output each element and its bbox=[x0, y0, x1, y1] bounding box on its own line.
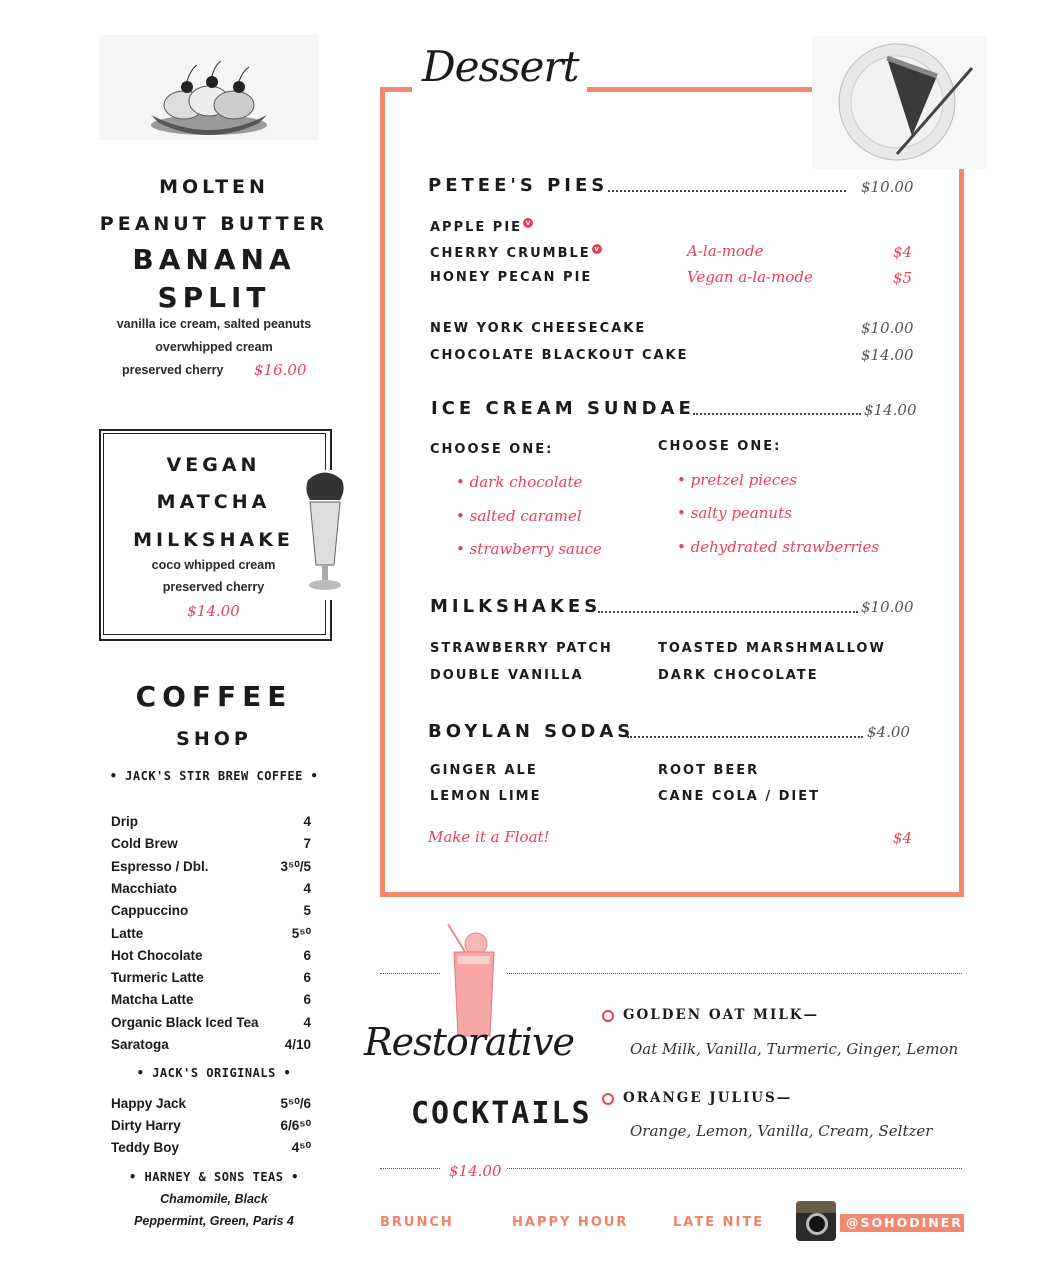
coffee-item-price: 4/10 bbox=[284, 1037, 311, 1052]
original-item-price: 5⁵⁰/6 bbox=[280, 1096, 311, 1111]
coffee-item-name: Hot Chocolate bbox=[111, 947, 203, 963]
matcha-line3: MILKSHAKE bbox=[133, 529, 294, 551]
cocktail-orange-julius-desc: Orange, Lemon, Vanilla, Cream, Seltzer bbox=[630, 1122, 933, 1140]
pies-price: $10.00 bbox=[861, 178, 914, 196]
sundae-left-opt-1: • dark chocolate bbox=[456, 473, 583, 491]
float-label: Make it a Float! bbox=[428, 828, 550, 846]
cocktails-bottom-divider-right bbox=[507, 1168, 962, 1169]
cake-blackout: CHOCOLATE BLACKOUT CAKE bbox=[430, 348, 689, 363]
coffee-item-name: Organic Black Iced Tea bbox=[111, 1014, 259, 1030]
banana-split-line3: BANANA bbox=[132, 243, 296, 276]
sundae-choose-right: CHOOSE ONE: bbox=[658, 439, 782, 454]
coffee-item-name: Latte bbox=[111, 925, 144, 941]
sodas-price: $4.00 bbox=[867, 723, 910, 741]
cocktail-bullet-icon bbox=[602, 1093, 614, 1105]
sundae-right-opt-1: • pretzel pieces bbox=[677, 471, 797, 489]
coffee-item-name: Matcha Latte bbox=[111, 992, 194, 1008]
addon-alamode: A-la-mode bbox=[687, 242, 764, 260]
cocktails-top-divider-right bbox=[507, 973, 962, 974]
milkshake-vanilla: DOUBLE VANILLA bbox=[430, 668, 584, 683]
coffee-subtitle: SHOP bbox=[176, 728, 252, 750]
milkshakes-heading: MILKSHAKES bbox=[430, 596, 602, 617]
pies-leader bbox=[608, 190, 846, 192]
banana-split-image bbox=[99, 35, 319, 140]
original-item-name: Teddy Boy bbox=[111, 1140, 180, 1155]
sodas-leader bbox=[627, 736, 863, 738]
pies-heading: PETEE'S PIES bbox=[428, 175, 609, 196]
addon-vegan-alamode-price: $5 bbox=[893, 269, 913, 287]
cocktails-price: $14.00 bbox=[449, 1162, 502, 1180]
coffee-item-price: 3⁵⁰/5 bbox=[280, 858, 311, 874]
matcha-line1: VEGAN bbox=[166, 454, 261, 476]
sundae-price: $14.00 bbox=[864, 401, 917, 419]
coffee-item-name: Macchiato bbox=[111, 880, 178, 896]
original-item-name: Dirty Harry bbox=[111, 1118, 181, 1133]
sundae-right-opt-2: • salty peanuts bbox=[677, 504, 792, 522]
cocktails-script-title: Restorative bbox=[364, 1020, 574, 1064]
sundae-leader bbox=[693, 413, 861, 415]
milkshakes-price: $10.00 bbox=[861, 598, 914, 616]
addon-vegan-alamode: Vegan a-la-mode bbox=[687, 268, 813, 286]
coffee-item-name: Saratoga bbox=[111, 1037, 169, 1052]
sundae-choose-left: CHOOSE ONE: bbox=[430, 442, 554, 457]
sodas-heading: BOYLAN SODAS bbox=[428, 721, 635, 742]
footer-link-happy-hour[interactable]: HAPPY HOUR bbox=[512, 1215, 629, 1230]
original-item-name: Happy Jack bbox=[111, 1096, 187, 1111]
addon-alamode-price: $4 bbox=[893, 243, 913, 261]
instagram-icon[interactable] bbox=[796, 1201, 836, 1241]
soda-ginger-ale: GINGER ALE bbox=[430, 763, 538, 778]
coffee-item-price: 6 bbox=[303, 947, 311, 963]
banana-split-price: $16.00 bbox=[254, 361, 307, 379]
banana-split-line4: SPLIT bbox=[157, 281, 271, 314]
original-item-price: 6/6⁵⁰ bbox=[280, 1118, 311, 1133]
pie-plate-image bbox=[812, 36, 987, 169]
cake-cheesecake-price: $10.00 bbox=[861, 319, 914, 337]
pie-item-cherry: CHERRY CRUMBLE v bbox=[430, 244, 602, 261]
coffee-item-price: 4 bbox=[303, 1014, 311, 1030]
float-price: $4 bbox=[893, 829, 913, 847]
coffee-item-price: 5 bbox=[303, 903, 311, 919]
vegan-heart-icon: v bbox=[592, 244, 602, 254]
coffee-item-name: Drip bbox=[111, 814, 138, 829]
original-item-price: 4⁵⁰ bbox=[291, 1140, 311, 1155]
soda-lemon-lime: LEMON LIME bbox=[430, 789, 542, 804]
cake-blackout-price: $14.00 bbox=[861, 346, 914, 364]
vegan-heart-icon: v bbox=[523, 218, 533, 228]
coffee-item-price: 7 bbox=[303, 836, 311, 852]
coffee-brand-heading: • JACK'S STIR BREW COFFEE • bbox=[109, 769, 319, 783]
pie-item-apple: APPLE PIE v bbox=[430, 218, 533, 235]
milkshake-dark-chocolate: DARK CHOCOLATE bbox=[658, 668, 819, 683]
cocktail-golden-oat-milk: GOLDEN OAT MILK— bbox=[623, 1007, 820, 1023]
sundae-right-opt-3: • dehydrated strawberries bbox=[677, 538, 880, 556]
banana-split-line1: MOLTEN bbox=[159, 176, 269, 198]
cocktails-bottom-divider-left bbox=[380, 1168, 440, 1169]
originals-heading: • JACK'S ORIGINALS • bbox=[136, 1066, 292, 1080]
coffee-item-name: Cappuccino bbox=[111, 903, 189, 919]
pie-item-pecan: HONEY PECAN PIE bbox=[430, 270, 593, 285]
banana-split-line2: PEANUT BUTTER bbox=[99, 213, 329, 235]
banana-split-desc3: preserved cherry bbox=[122, 363, 224, 377]
coffee-item-price: 4 bbox=[303, 880, 311, 896]
cocktail-golden-oat-milk-desc: Oat Milk, Vanilla, Turmeric, Ginger, Lemon bbox=[630, 1040, 959, 1058]
soda-cane-cola: CANE COLA / DIET bbox=[658, 789, 820, 804]
cocktail-orange-julius: ORANGE JULIUS— bbox=[623, 1090, 793, 1106]
banana-split-desc1: vanilla ice cream, salted peanuts bbox=[116, 317, 312, 331]
matcha-price: $14.00 bbox=[187, 602, 240, 620]
footer-link-late-nite[interactable]: LATE NITE bbox=[673, 1215, 765, 1230]
coffee-item-price: 4 bbox=[303, 814, 311, 829]
banana-split-desc2: overwhipped cream bbox=[155, 340, 273, 354]
dessert-title: Dessert bbox=[422, 42, 579, 91]
coffee-title: COFFEE bbox=[135, 680, 293, 713]
instagram-handle[interactable]: @SOHODINER bbox=[840, 1214, 964, 1232]
milkshakes-leader bbox=[598, 611, 858, 613]
cocktails-title: COCKTAILS bbox=[411, 1096, 592, 1131]
coffee-item-price: 5⁵⁰ bbox=[291, 925, 311, 941]
sundae-left-opt-3: • strawberry sauce bbox=[456, 540, 602, 558]
coffee-item-name: Turmeric Latte bbox=[111, 970, 204, 986]
teas-heading: • HARNEY & SONS TEAS • bbox=[129, 1170, 299, 1184]
milkshake-strawberry: STRAWBERRY PATCH bbox=[430, 641, 613, 656]
cocktail-bullet-icon bbox=[602, 1010, 614, 1022]
sundae-heading: ICE CREAM SUNDAE bbox=[431, 398, 695, 419]
cake-cheesecake: NEW YORK CHEESECAKE bbox=[430, 321, 647, 336]
coffee-item-price: 6 bbox=[303, 970, 311, 986]
coffee-item-name: Espresso / Dbl. bbox=[111, 858, 209, 874]
sundae-left-opt-2: • salted caramel bbox=[456, 507, 582, 525]
matcha-line2: MATCHA bbox=[156, 491, 271, 513]
soda-root-beer: ROOT BEER bbox=[658, 763, 760, 778]
matcha-desc2: preserved cherry bbox=[162, 580, 265, 594]
teas-line2: Peppermint, Green, Paris 4 bbox=[134, 1214, 294, 1228]
coffee-item-name: Cold Brew bbox=[111, 836, 178, 852]
cocktails-top-divider bbox=[380, 973, 440, 974]
footer-link-brunch[interactable]: BRUNCH bbox=[380, 1215, 454, 1230]
matcha-desc1: coco whipped cream bbox=[151, 558, 276, 572]
coffee-item-price: 6 bbox=[303, 992, 311, 1008]
teas-line1: Chamomile, Black bbox=[160, 1192, 268, 1206]
milkshake-marshmallow: TOASTED MARSHMALLOW bbox=[658, 641, 886, 656]
